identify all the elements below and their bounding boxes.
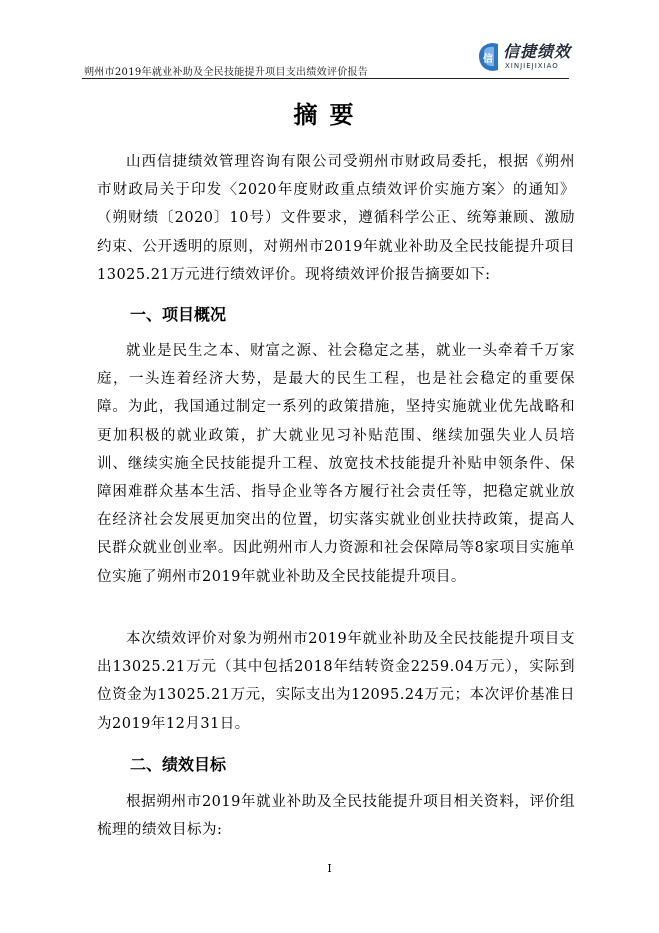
company-logo (476, 38, 571, 78)
section-heading-overview: 一、项目概况 (130, 305, 227, 324)
logo-chinese-text: 信捷绩效 (503, 42, 572, 61)
intro-paragraph: 山西信捷绩效管理咨询有限公司受朔州市财政局委托，根据《朔州市财政局关于印发〈2020年度财政重点绩效评价实施方案〉的通知》（朔财绩〔2020〕10号）文件要求，遵循科学公正、统筹兼顾、激励约束、公开透明的原则，对朔州市2019年就业补助及全民技能提升项目13025.21万元进行绩效评价。现将绩效评价报告摘要如下: (97, 154, 575, 283)
overview-paragraph-2: 本次绩效评价对象为朔州市2019年就业补助及全民技能提升项目支出13025.21万元（其中包括2018年结转资金2259.04万元），实际到位资金为13025.21万元，实际支出为12095.24万元；本次评价基准日为2019年12月31日。 (97, 631, 575, 732)
page-title: 摘要 (293, 101, 366, 129)
section-heading-goals: 二、绩效目标 (130, 755, 227, 774)
svg-text:信: 信 (483, 54, 493, 65)
logo-english-text: XINJIEJIXIAO (505, 62, 559, 70)
logo-mark-icon (476, 40, 502, 74)
overview-paragraph-1: 就业是民生之本、财富之源、社会稳定之基，就业一头牵着千万家庭，一头连着经济大势，是最大的民生工程，也是社会稳定的重要保障。为此，我国通过制定一系列的政策措施，坚持实施就业优先战略和更加积极的就业政策，扩大就业见习补贴范围、继续加强失业人员培训、继续实施全民技能提升工程、放宽技术技能提升补贴申领条件、保障困难群众基本生活、指导企业等各方履行社会责任等，把稳定就业放在经济社会发展更加突出的位置，切实落实就业创业扶持政策，提高人民群众就业创业率。因此朔州市人力资源和社会保障局等8家项目实施单位实施了朔州市2019年就业补助及全民技能提升项目。 (97, 343, 575, 585)
page-number: I (327, 862, 332, 875)
header-title: 朔州市2019年就业补助及全民技能提升项目支出绩效评价报告 (84, 67, 369, 78)
header-divider (82, 78, 569, 79)
goals-paragraph-1: 根据朔州市2019年就业补助及全民技能提升项目相关资料，评价组梳理的绩效目标为: (97, 794, 575, 839)
